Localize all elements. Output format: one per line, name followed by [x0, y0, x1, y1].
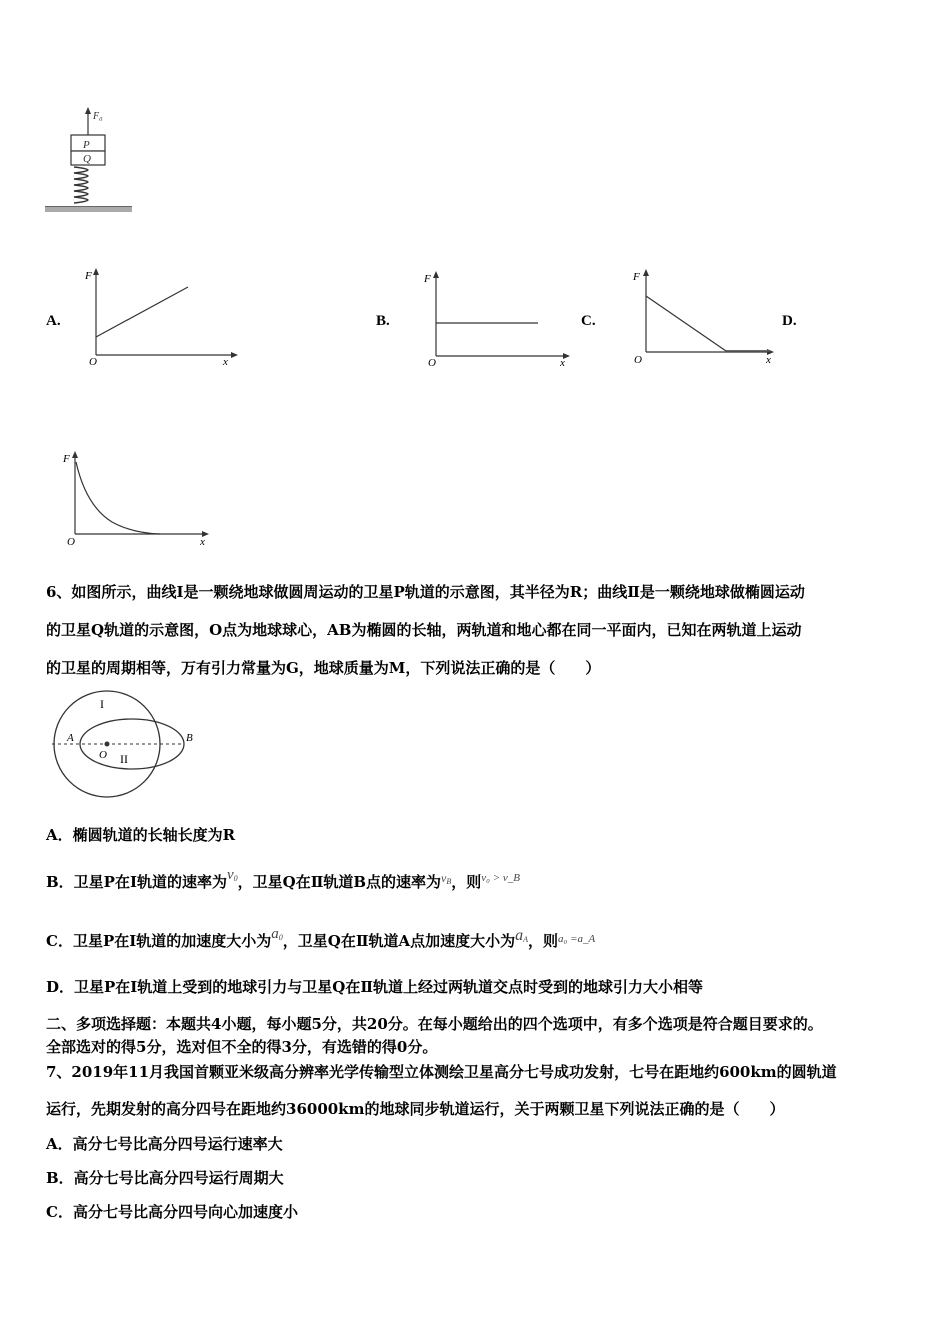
q6-option-b: B．卫星P在Ⅰ轨道的速率为$v_0$，卫星Q在Ⅱ轨道B点的速率为$^{v_B}$，则$^{v_0 > v\_B}$ [46, 867, 521, 891]
earth-center [105, 742, 110, 747]
q7-stem-line1: 7、2019年11月我国首颗亚米级高分辨率光学传输型立体测绘卫星高分七号成功发射，七号在距地约600km的圆轨道 [46, 1063, 837, 1081]
ground-hatch [45, 207, 132, 212]
force-label: F₀ [93, 111, 103, 122]
section2-heading-line2: 全部选对的得5分，选对但不全的得3分，有选错的得0分。 [46, 1038, 438, 1056]
svg-text:F: F [633, 271, 640, 283]
svg-text:A: A [67, 732, 74, 744]
svg-text:F: F [85, 270, 92, 282]
graph-d [60, 448, 220, 553]
spring-block-figure [40, 105, 140, 220]
svg-text:I: I [100, 697, 104, 711]
graph-d-curve [76, 462, 160, 534]
svg-text:O: O [89, 356, 97, 368]
svg-text:x: x [560, 357, 565, 369]
svg-text:O: O [428, 357, 436, 369]
option-d-label: D. [782, 313, 797, 329]
svg-text:O: O [634, 354, 642, 366]
graph-a-curve [96, 287, 188, 337]
q7-stem-line2: 运行，先期发射的高分四号在距地约36000km的地球同步轨道运行，关于两颗卫星下列说法正确的是（ ） [46, 1100, 785, 1118]
q6-option-c: C．卫星P在Ⅰ轨道的加速度大小为$a_0$，卫星Q在Ⅱ轨道A点加速度大小为$a_A$，则$^{a_0 =a\_A}$ [46, 926, 596, 950]
svg-text:x: x [223, 356, 228, 368]
svg-text:x: x [766, 354, 771, 366]
svg-text:F: F [63, 453, 70, 465]
svg-text:F: F [424, 273, 431, 285]
q6-stem-line2: 的卫星Q轨道的示意图，O点为地球球心，AB为椭圆的长轴，两轨道和地心都在同一平面内，已知在两轨道上运动 [46, 621, 802, 639]
q6-stem-line3: 的卫星的周期相等，万有引力常量为G，地球质量为M，下列说法正确的是（ ） [46, 659, 601, 677]
svg-text:x: x [200, 536, 205, 548]
q6-option-a: A．椭圆轨道的长轴长度为R [46, 826, 236, 844]
q7-option-a: A．高分七号比高分四号运行速率大 [46, 1135, 283, 1153]
svg-text:II: II [120, 752, 128, 766]
graph-c [628, 266, 778, 371]
graph-a [76, 265, 246, 370]
block-q-label: Q [83, 153, 91, 165]
q6-option-d: D．卫星P在Ⅰ轨道上受到的地球引力与卫星Q在Ⅱ轨道上经过两轨道交点时受到的地球引力大小相等 [46, 978, 704, 996]
graph-c-curve [646, 296, 726, 351]
option-b-label: B. [376, 313, 390, 329]
section2-heading-line1: 二、多项选择题：本题共4小题，每小题5分，共20分。在每小题给出的四个选项中，有多个选项是符合题目要求的。 [46, 1015, 823, 1033]
graph-b [408, 268, 578, 373]
q6-stem-line1: 6、如图所示，曲线Ⅰ是一颗绕地球做圆周运动的卫星P轨道的示意图，其半径为R；曲线Ⅱ是一颗绕地球做椭圆运动 [46, 583, 805, 601]
svg-text:B: B [186, 732, 193, 744]
orbit-figure [44, 688, 209, 803]
force-arrowhead [85, 107, 91, 114]
spring [74, 167, 88, 203]
option-a-label: A. [46, 313, 61, 329]
q7-option-b: B．高分七号比高分四号运行周期大 [46, 1169, 284, 1187]
svg-text:O: O [67, 536, 75, 548]
option-c-label: C. [581, 313, 596, 329]
svg-text:O: O [99, 749, 107, 761]
block-p-label: P [83, 139, 90, 151]
q7-option-c: C．高分七号比高分四号向心加速度小 [46, 1203, 298, 1221]
